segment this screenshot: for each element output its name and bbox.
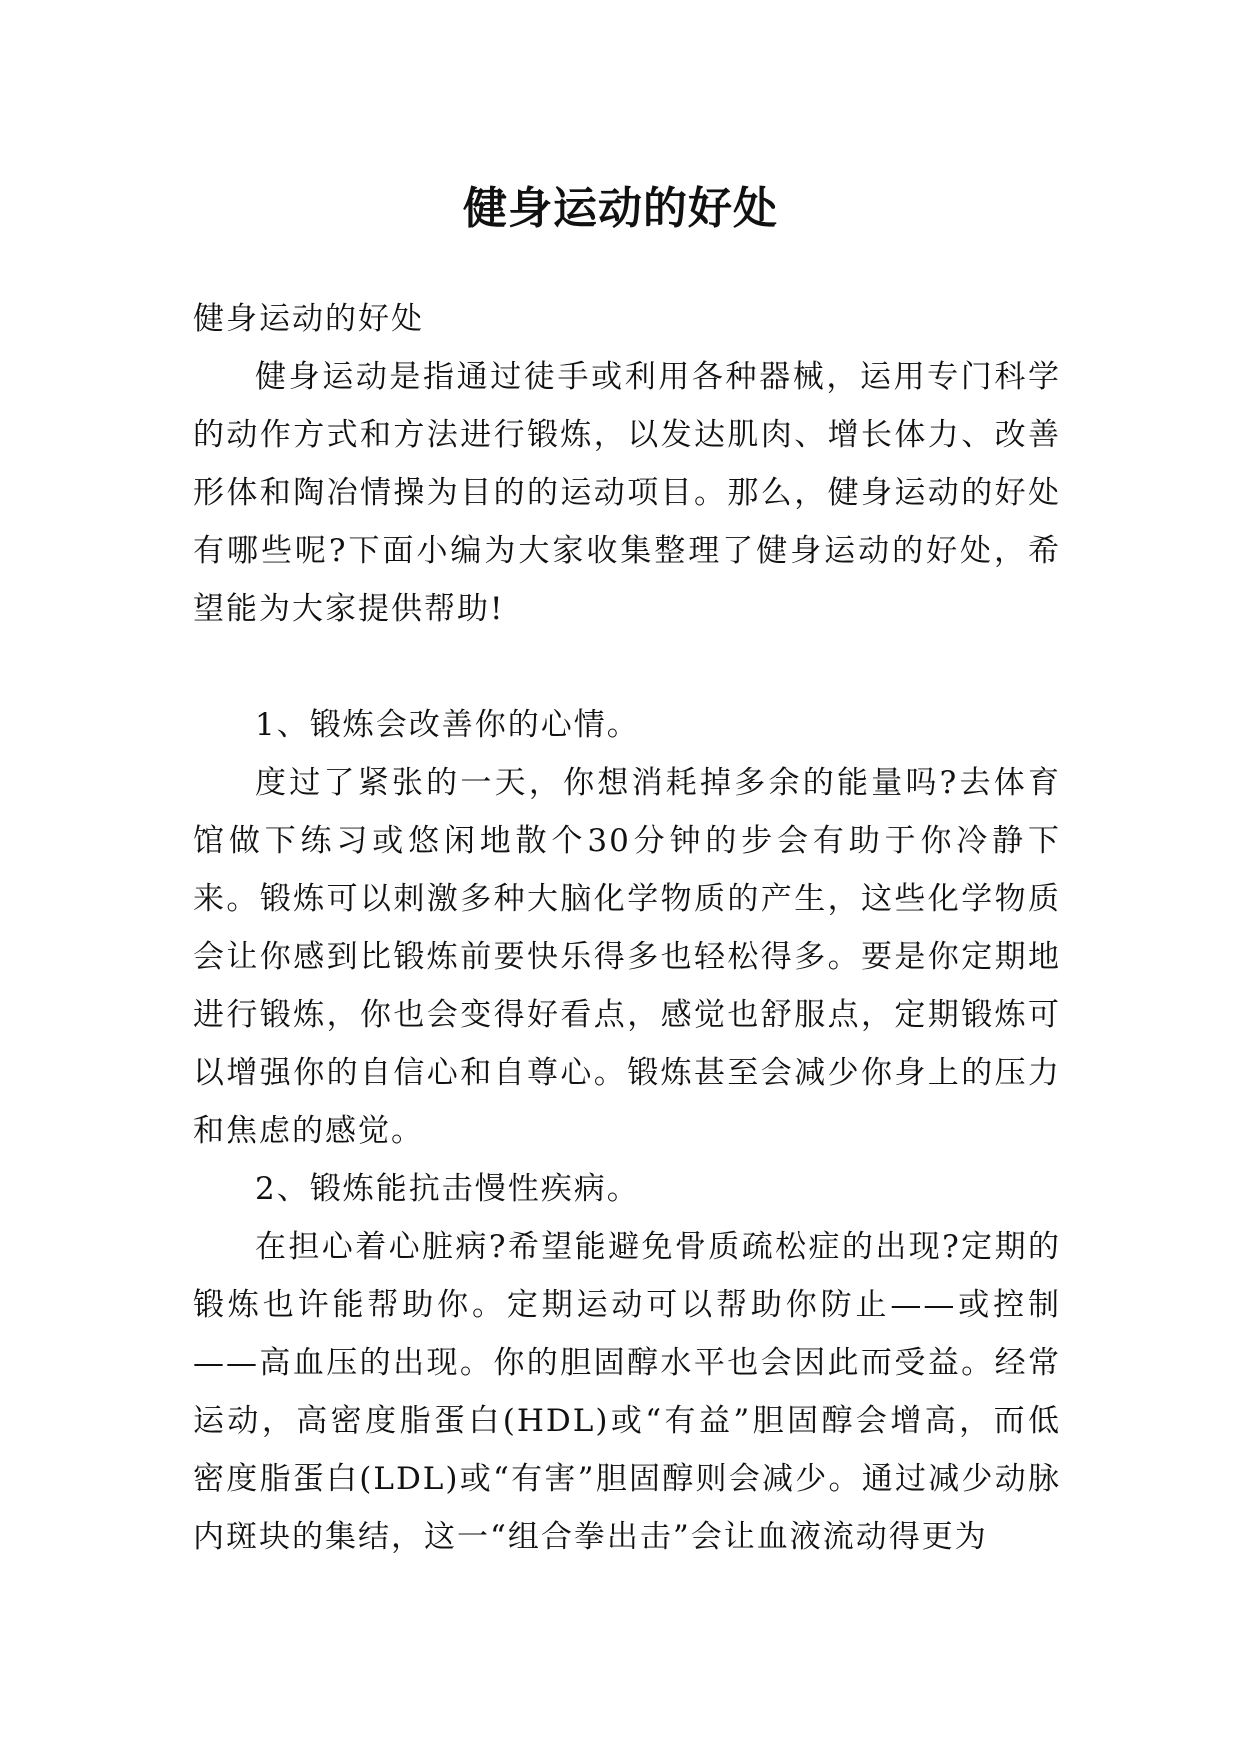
section-1-paragraph: 度过了紧张的一天，你想消耗掉多余的能量吗?去体育馆做下练习或悠闲地散个30分钟的步会有助于你冷静下来。锻炼可以刺激多种大脑化学物质的产生，这些化学物质会让你感到比锻炼前要快乐得多也轻松得多。要是你定期地进行锻炼，你也会变得好看点，感觉也舒服点，定期锻炼可以增强你的自信心和自尊心。锻炼甚至会减少你身上的压力和焦虑的感觉。 — [193, 765, 1061, 1149]
document-body — [193, 290, 1061, 1566]
section-2-paragraph: 在担心着心脏病?希望能避免骨质疏松症的出现?定期的锻炼也许能帮助你。定期运动可以帮助你防止——或控制——高血压的出现。你的胆固醇水平也会因此而受益。经常运动，高密度脂蛋白(HDL)或“有益”胆固醇会增高，而低密度脂蛋白(LDL)或“有害”胆固醇则会减少。通过减少动脉内斑块的集结，这一“组合拳出击”会让血液流动得更为 — [193, 1229, 1061, 1555]
paragraph-spacer — [193, 638, 1061, 696]
intro-paragraph: 健身运动是指通过徒手或利用各种器械，运用专门科学的动作方式和方法进行锻炼，以发达肌肉、增长体力、改善形体和陶冶情操为目的的运动项目。那么，健身运动的好处有哪些呢?下面小编为大家收集整理了健身运动的好处，希望能为大家提供帮助! — [193, 359, 1061, 627]
document-subtitle: 健身运动的好处 — [193, 301, 424, 337]
document-title: 健身运动的好处 — [463, 183, 778, 235]
section-2-heading: 2、锻炼能抗击慢性疾病。 — [255, 1171, 640, 1207]
section-1-heading: 1、锻炼会改善你的心情。 — [255, 707, 640, 743]
